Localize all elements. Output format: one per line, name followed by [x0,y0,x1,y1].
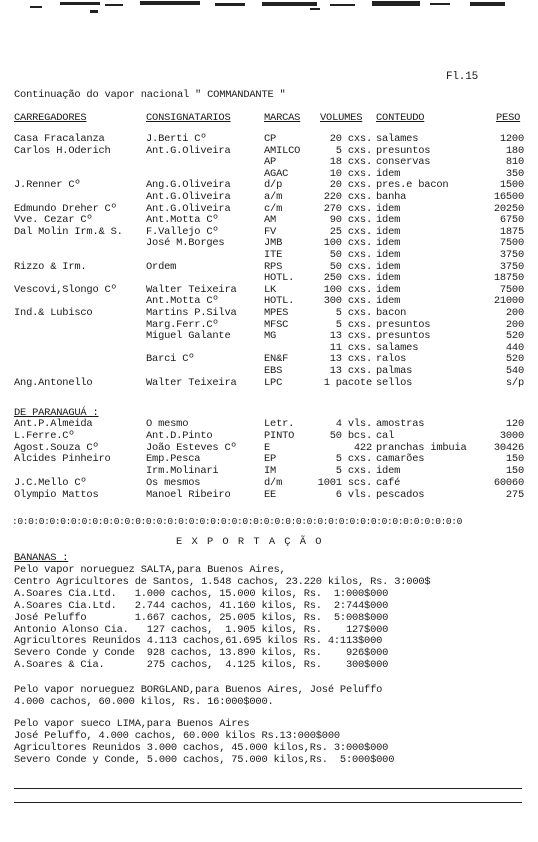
cell-weight: 540 [505,365,524,377]
export-line: A.Soares Cia.Ltd. 2.744 cachos, 41.160 kilos, Rs. 2:744$000 [14,599,389,612]
cell-content: ralos [376,353,407,366]
cell-volume: 250 cxs. [323,272,372,285]
bananas-label: BANANAS : [14,552,69,564]
cell-weight: 6750 [499,214,524,227]
export-line: Antonio Alonso Cia. 127 cachos, 1.905 kilos, Rs. 127$000 [14,623,389,636]
cell-shipper: L.Ferre.Cº [14,429,75,442]
cell-content: idem [376,237,401,250]
cell-weight: 60060 [493,477,524,489]
cell-shipper: Dal Molin Irm.& S. [14,225,123,238]
cell-consignee: F.Vallejo Cº [146,225,219,238]
cell-consignee: Ordem [146,260,177,273]
cell-weight: 350 [505,167,524,180]
export-line: Agricultores Reunidos 4.113 cachos,61.695 kilos Rs. 4:113$000 [14,635,383,648]
cell-content: café [376,477,401,489]
cell-shipper: J.Renner Cº [14,179,81,192]
cell-consignee: Marg.Ferr.Cº [146,318,219,331]
export-line: 4.000 cachos, 60.000 kilos, Rs. 16:000$000. [14,695,274,708]
header-weight: PESO [496,112,521,124]
cell-mark: LK [264,283,277,296]
cell-content: idem [376,225,401,238]
cell-consignee: J.Berti Cº [146,133,207,145]
cell-mark: E [264,441,271,454]
cell-weight: 150 [505,453,524,466]
cell-consignee: Manoel Ribeiro [146,488,231,501]
cell-weight: 3750 [499,249,524,261]
footer-rule-2 [14,802,522,803]
cell-weight: 440 [505,341,524,354]
cell-mark: c/m [264,202,283,215]
cell-volume: 220 cxs. [323,191,372,203]
cell-content: conservas [376,156,431,169]
cell-shipper: Ind.& Lubisco [14,307,93,319]
cell-mark: RPS [264,260,283,273]
cell-shipper: Carlos H.Oderich [14,144,111,157]
cell-content: cal [376,429,395,442]
cell-content: palmas [376,365,413,377]
cell-content: presuntos [376,144,431,157]
cell-content: pescados [376,488,425,501]
cell-weight: 200 [505,318,524,331]
cell-consignee: Martins P.Silva [146,307,237,319]
cell-mark: d/p [264,179,283,192]
cell-weight: 200 [505,307,524,319]
cell-content: salames [376,341,419,354]
cell-volume: 20 cxs. [329,179,372,192]
cell-volume: 50 cxs. [329,249,372,261]
cell-consignee: José M.Borges [146,237,225,250]
cell-content: camarões [376,453,425,466]
cell-weight: 1875 [499,225,524,238]
header-contents: CONTEUDO [376,112,425,124]
export-line: Severo Conde y Conde, 5.000 cachos, 75.000 kilos,Rs. 5:000$000 [14,753,395,766]
cell-content: idem [376,465,401,478]
cell-volume: 6 vls. [335,488,372,501]
cell-mark: EP [264,453,277,466]
cell-weight: s/p [505,376,524,389]
cell-consignee: Emp.Pesca [146,453,201,466]
cell-mark: LPC [264,376,283,389]
cell-content: presuntos [376,330,431,343]
cell-volume: 13 cxs. [329,353,372,366]
cell-content: idem [376,249,401,261]
cell-mark: AM [264,214,277,227]
export-line: Centro Agricultores de Santos, 1.548 cachos, 23.220 kilos, Rs. 3:000$ [14,575,431,588]
cell-consignee: O mesmo [146,418,189,430]
cell-consignee: Ant.G.Oliveira [146,202,231,215]
document-title: Continuação do vapor nacional " COMMANDANTE " [14,89,286,101]
cell-content: amostras [376,418,425,430]
cell-volume: 18 cxs. [329,156,372,169]
cell-volume: 25 cxs. [329,225,372,238]
cell-consignee: Barci Cº [146,353,195,366]
scan-noise-top [0,0,538,22]
export-line: Severo Conde y Conde 928 cachos, 13.890 kilos, Rs. 926$000 [14,647,389,660]
cell-shipper: Agost.Souza Cº [14,441,99,454]
folio-number: Fl.15 [446,71,479,83]
separator-line: :0:0:0:0:0:0:0:0:0:0:0:0:0:0:0:0:0:0:0:0:0:0:0:0:0:0:0:0:0:0:0:0:0:0:0:0:0:0:0:0:0:0 [12,516,463,527]
cell-volume: 11 cxs. [329,341,372,354]
cell-mark: AMILCO [264,144,301,157]
cell-consignee: Walter Teixeira [146,376,237,389]
cell-mark: PINTO [264,429,295,442]
footer-rule-1 [14,788,522,789]
cell-weight: 3750 [499,260,524,273]
cell-consignee: Walter Teixeira [146,283,237,296]
cell-consignee: Os mesmos [146,477,201,489]
cell-mark: CP [264,133,277,145]
cell-mark: FV [264,225,277,238]
cell-volume: 5 cxs. [335,307,372,319]
cell-mark: MFSC [264,318,289,331]
cell-mark: MG [264,330,277,343]
cell-content: pranchas imbuia [376,441,467,454]
cell-mark: IM [264,465,277,478]
cell-shipper: Vve. Cezar Cº [14,214,93,227]
cell-shipper: Olympio Mattos [14,488,99,501]
cell-content: idem [376,260,401,273]
cell-shipper: Casa Fracalanza [14,133,105,145]
cell-volume: 5 cxs. [335,144,372,157]
cell-weight: 120 [505,418,524,430]
cell-weight: 30426 [493,441,524,454]
cell-volume: 100 cxs. [323,283,372,296]
cell-content: sellos [376,376,413,389]
cell-consignee: Miguel Galante [146,330,231,343]
cell-consignee: Ant.G.Oliveira [146,191,231,203]
cell-volume: 50 bcs. [329,429,372,442]
export-line: Pelo vapor sueco LIMA,para Buenos Aires [14,718,250,730]
cell-mark: EBS [264,365,283,377]
cell-consignee: Ang.G.Oliveira [146,179,231,192]
cell-volume: 4 vls. [335,418,372,430]
cell-consignee: João Esteves Cº [146,441,237,454]
cell-volume: 422 [353,441,372,454]
export-line: A.Soares Cia.Ltd. 1.000 cachos, 15.000 kilos, Rs. 1:000$000 [14,587,389,600]
cell-volume: 300 cxs. [323,295,372,308]
cell-content: idem [376,167,401,180]
header-shippers: CARREGADORES [14,112,87,124]
cell-consignee: Ant.Motta Cº [146,295,219,308]
export-line: Agricultores Reunidos 3.000 cachos, 45.000 kilos,Rs. 3:000$000 [14,741,389,754]
cell-weight: 18750 [493,272,524,285]
cell-weight: 810 [505,156,524,169]
cell-volume: 90 cxs. [329,214,372,227]
cell-content: idem [376,202,401,215]
cell-weight: 21000 [493,295,524,308]
cell-content: presuntos [376,318,431,331]
cell-mark: EN&F [264,353,289,366]
cell-mark: JMB [264,237,283,250]
cell-content: idem [376,272,401,285]
cell-weight: 3000 [499,429,524,442]
cell-consignee: Irm.Molinari [146,465,219,478]
export-line: A.Soares & Cia. 275 cachos, 4.125 kilos, Rs. 300$000 [14,659,389,672]
cell-volume: 270 cxs. [323,202,372,215]
cell-volume: 5 cxs. [335,318,372,331]
export-line: José Peluffo 1.667 cachos, 25.005 kilos, Rs. 5:008$000 [14,611,389,624]
cell-content: idem [376,214,401,227]
cell-content: bacon [376,307,407,319]
export-line: José Peluffo, 4.000 cachos, 60.000 kilos Rs.13:000$000 [14,729,340,742]
cell-volume: 10 cxs. [329,167,372,180]
cell-mark: d/m [264,477,283,489]
export-title: E X P O R T A Ç Ã O [176,536,323,548]
cell-shipper: Rizzo & Irm. [14,260,87,273]
cell-weight: 16500 [493,191,524,203]
cell-content: idem [376,295,401,308]
cell-shipper: Ang.Antonello [14,376,93,389]
cell-mark: AP [264,156,277,169]
cell-content: salames [376,133,419,145]
cell-volume: 5 cxs. [335,453,372,466]
cell-volume: 5 cxs. [335,465,372,478]
cell-volume: 13 cxs. [329,330,372,343]
cell-weight: 7500 [499,237,524,250]
cell-shipper: Vescovi,Slongo Cº [14,283,117,296]
cell-mark: MPES [264,307,289,319]
cell-shipper: J.C.Mello Cº [14,477,87,489]
cell-weight: 1200 [499,133,524,145]
cell-weight: 275 [505,488,524,501]
cell-weight: 1500 [499,179,524,192]
cell-mark: ITE [264,249,283,261]
cell-content: pres.e bacon [376,179,449,192]
cell-consignee: Ant.G.Oliveira [146,144,231,157]
cell-shipper: Alcides Pinheiro [14,453,111,466]
cell-weight: 180 [505,144,524,157]
cell-consignee: Ant.Motta Cº [146,214,219,227]
export-line: Pelo vapor norueguez BORGLAND,para Buenos Aires, José Peluffo [14,684,383,696]
cell-weight: 150 [505,465,524,478]
header-marks: MARCAS [264,112,301,124]
header-consignees: CONSIGNATARIOS [146,112,231,124]
cell-shipper: Ant.P.Almeida [14,418,93,430]
section-paranagua-title: DE PARANAGUÁ : [14,407,99,419]
cell-volume: 50 cxs. [329,260,372,273]
cell-mark: HOTL. [264,272,295,285]
cell-content: banha [376,191,407,203]
cell-volume: 13 cxs. [329,365,372,377]
cell-mark: a/m [264,191,283,203]
cell-volume: 1 pacote [323,376,372,389]
cell-mark: HOTL. [264,295,295,308]
cell-weight: 7500 [499,283,524,296]
cell-mark: EE [264,488,277,501]
export-line: Pelo vapor norueguez SALTA,para Buenos Aires, [14,564,286,576]
cell-shipper: Edmundo Dreher Cº [14,202,117,215]
cell-weight: 20250 [493,202,524,215]
cell-volume: 1001 scs. [317,477,372,489]
cell-mark: Letr. [264,418,295,430]
cell-consignee: Ant.D.Pinto [146,429,213,442]
cell-volume: 100 cxs. [323,237,372,250]
cell-weight: 520 [505,330,524,343]
cell-content: idem [376,283,401,296]
cell-volume: 20 cxs. [329,133,372,145]
header-volumes: VOLUMES [320,112,363,124]
cell-weight: 520 [505,353,524,366]
cell-mark: AGAC [264,167,289,180]
